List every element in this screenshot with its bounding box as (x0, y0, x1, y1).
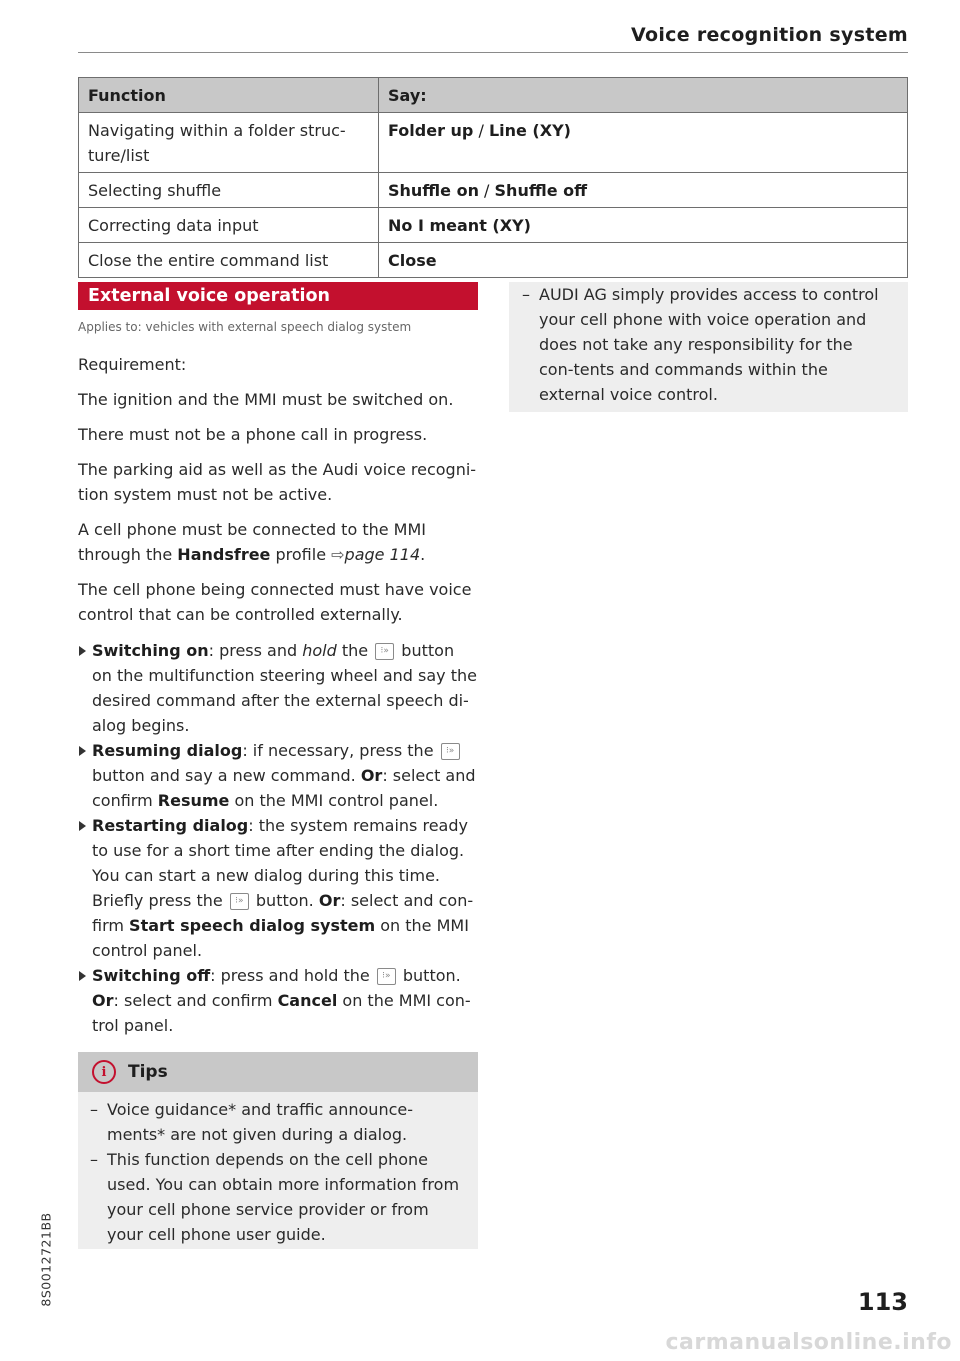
section-title: External voice operation (78, 282, 478, 310)
say-command: No I meant (XY) (388, 216, 531, 235)
resume-term: Resume (157, 791, 230, 810)
tips-list (78, 1092, 478, 1247)
applies-to-note: Applies to: vehicles with external speech dialog system (78, 320, 412, 334)
text-span: : select and confirm (92, 766, 476, 810)
say-separator: / (478, 181, 495, 200)
voice-button-icon: ⁝» (377, 968, 396, 985)
requirement-phone-connected (78, 517, 478, 567)
command-table (78, 77, 908, 278)
step-label: Switching off (92, 966, 211, 985)
running-header: Voice recognition system (631, 24, 908, 46)
text-span: the (336, 641, 374, 660)
step-label: Resuming dialog (92, 741, 243, 760)
function-cell: Selecting shuffle (79, 173, 379, 208)
text-span: profile (270, 545, 332, 564)
table-row (79, 208, 908, 243)
page-number: 113 (857, 1288, 908, 1316)
or-label: Or (360, 766, 383, 785)
function-cell: Navigating within a folder struc- ture/list (79, 113, 379, 173)
page-reference-link[interactable]: page 114 (344, 545, 421, 564)
emphasis: hold (302, 641, 337, 660)
requirement-label: Requirement: (78, 355, 187, 374)
steps-list (78, 638, 478, 1038)
voice-button-icon: ⁝» (441, 743, 460, 760)
say-command: Line (XY) (488, 121, 571, 140)
text-span: : select and con-firm (92, 891, 474, 935)
say-cell (379, 173, 908, 208)
text-span: button and say a new command. (92, 766, 361, 785)
text-span: on the MMI con-trol panel. (92, 991, 471, 1035)
text-span: : the system remains ready to use for a short time after ending the dialog. You can start a new dialog during this time. Briefly press the (92, 816, 468, 910)
watermark: carmanualsonline.info (665, 1330, 952, 1355)
step-switching-off (78, 963, 478, 1038)
table-row (79, 173, 908, 208)
voice-button-icon: ⁝» (375, 643, 394, 660)
say-command: Close (388, 251, 437, 270)
tips-title: Tips (128, 1061, 168, 1082)
tips-box (78, 1052, 478, 1249)
document-code (40, 1200, 52, 1320)
step-restarting-dialog (78, 813, 478, 963)
note-item: – AUDI AG simply provides access to control your cell phone with voice operation and does not take any responsibility for the con-tents and commands within the external voice control. (522, 282, 892, 407)
function-cell: Correcting data input (79, 208, 379, 243)
text-span: button. (397, 966, 461, 985)
step-label: Switching on (92, 641, 209, 660)
tips-header (78, 1052, 478, 1092)
say-cell (379, 113, 908, 173)
requirement-parking-aid: The parking aid as well as the Audi voice recogni- tion system must not be active. (78, 460, 477, 504)
or-label: Or (318, 891, 341, 910)
step-resuming-dialog (78, 738, 478, 813)
function-cell: Close the entire command list (79, 243, 379, 278)
requirement-ignition: The ignition and the MMI must be switched on. (78, 390, 454, 409)
table-header-row (79, 78, 908, 113)
header-rule (78, 52, 908, 53)
text-span: A cell phone must be connected to the MMI through the (78, 520, 426, 564)
text-span: on the MMI control panel. (92, 916, 469, 960)
tip-item: – This function depends on the cell phone used. You can obtain more information from your cell phone service provider or from your cell phone user guide. (90, 1147, 464, 1247)
tip-item: – Voice guidance* and traffic announce-ments* are not given during a dialog. (90, 1097, 464, 1147)
left-column (78, 282, 478, 1249)
text-span: : if necessary, press the (242, 741, 439, 760)
col-say-header: Say: (379, 78, 908, 113)
say-cell (379, 208, 908, 243)
requirement-no-call: There must not be a phone call in progress. (78, 425, 428, 444)
text-span: : select and confirm (113, 991, 278, 1010)
info-icon: i (92, 1060, 116, 1084)
cancel-term: Cancel (277, 991, 338, 1010)
text-span: button on the multifunction steering wheel and say the desired command after the external speech di-alog begins. (92, 641, 477, 735)
say-command: Shuffle off (494, 181, 588, 200)
step-label: Restarting dialog (92, 816, 249, 835)
text-span: on the MMI control panel. (229, 791, 439, 810)
note-list (509, 282, 908, 407)
table-row (79, 113, 908, 173)
text-span: button. (250, 891, 319, 910)
start-speech-term: Start speech dialog system (129, 916, 376, 935)
voice-button-icon: ⁝» (230, 893, 249, 910)
document-code-text: 8S0012721BB (38, 1212, 54, 1307)
text-span: . (420, 545, 426, 564)
handsfree-term: Handsfree (177, 545, 271, 564)
say-cell (379, 243, 908, 278)
requirement-voice-control: The cell phone being connected must have voice control that can be controlled externally. (78, 580, 472, 624)
text-span: : press and (208, 641, 303, 660)
step-switching-on (78, 638, 478, 738)
say-command: Shuffle on (388, 181, 479, 200)
say-separator: / (473, 121, 489, 140)
col-function-header: Function (79, 78, 379, 113)
say-command: Folder up (388, 121, 474, 140)
or-label: Or (92, 991, 114, 1010)
note-box (509, 282, 908, 412)
table-row (79, 243, 908, 278)
page-ref-arrow-icon: ⇨ (331, 545, 345, 564)
text-span: : press and hold the (210, 966, 375, 985)
